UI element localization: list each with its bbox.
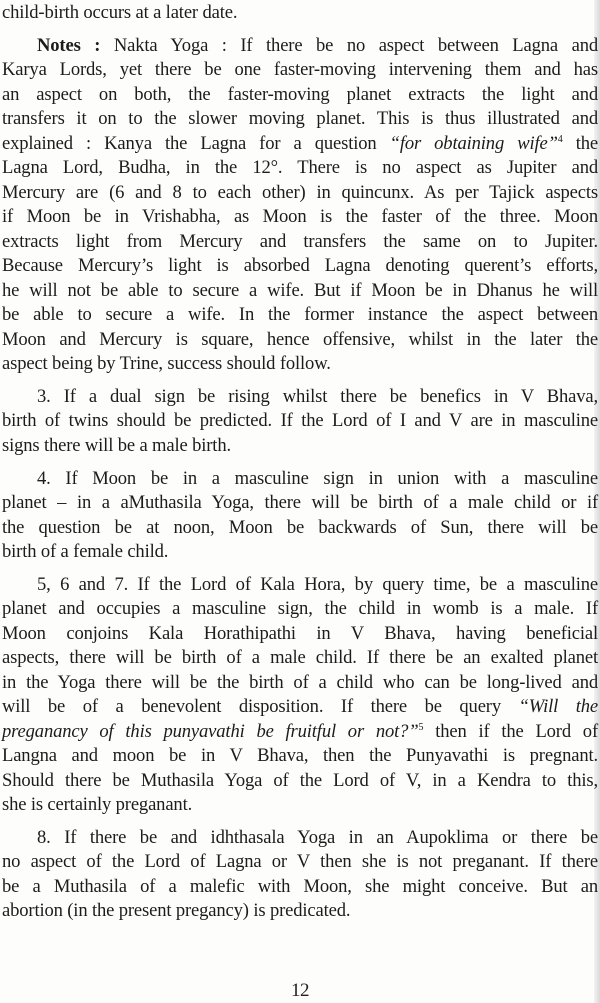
text-line: be able to secure a wife. In the former instance the aspect between: [2, 304, 598, 326]
text-line: preganancy of this punyavathi be fruitful or not?”$^5$ then if the Lord of: [2, 720, 598, 742]
text-line: Langna and moon be in V Bhava, then the Punyavathi is pregnant.: [2, 745, 598, 767]
text-line: abortion (in the present pregancy) is predicated.: [2, 900, 351, 922]
page-number: 12: [291, 980, 309, 1001]
quoted-question: “for obtaining wife”: [389, 132, 558, 154]
text-line: aspects, there will be birth of a male child. If there be an exalted planet: [2, 647, 598, 669]
notes-label: Notes :: [37, 34, 101, 56]
text-line: she is certainly preganant.: [2, 794, 193, 816]
footnote-marker: 4: [557, 133, 563, 145]
text-line: child-birth occurs at a later date.: [2, 2, 238, 23]
paragraph-notes: [2, 34, 598, 377]
paragraph-rule-5-6-7: [2, 573, 598, 818]
text-line: Should there be Muthasila Yoga of the Lord of V, in a Kendra to this,: [2, 769, 598, 791]
paragraph-rule-4: [2, 467, 598, 565]
text-line: aspect being by Trine, success should follow.: [2, 353, 331, 375]
book-page: [2, 0, 598, 932]
text-line: 4. If Moon be in a masculine sign in union with a masculine: [37, 467, 598, 489]
text-line: Karya Lords, yet there be one faster-moving intervening them and has: [2, 59, 598, 81]
text-line: explained : Kanya the Lagna for a question “for obtaining wife”$^4$ the: [2, 132, 599, 154]
text-line: 8. If there be and idhthasala Yoga in an Aupoklima or there be: [37, 826, 598, 848]
text-line: no aspect of the Lord of Lagna or V then she is not preganant. If there: [2, 851, 598, 873]
text-line: Because Mercury’s light is absorbed Lagna denoting querent’s efforts,: [2, 255, 598, 277]
text-line: be a Muthasila of a malefic with Moon, she might conceive. But an: [2, 875, 598, 897]
text-line: an aspect on both, the faster-moving planet extracts the light and: [2, 83, 598, 105]
paragraph-rule-8: [2, 826, 598, 924]
text-line: he will not be able to secure a wife. But if Moon be in Dhanus he will: [2, 279, 598, 301]
text-line: transfers it on to the slower moving planet. This is thus illustrated and: [2, 108, 598, 130]
text-line: Notes : Nakta Yoga : If there be no aspect between Lagna and: [37, 34, 598, 56]
text-line: signs there will be a male birth.: [2, 434, 231, 456]
text-line: the question be at noon, Moon be backwards of Sun, there will be: [2, 516, 598, 538]
text-line: birth of twins should be predicted. If the Lord of I and V are in masculine: [2, 410, 598, 432]
text-line: planet – in a aMuthasila Yoga, there will be birth of a male child or if: [2, 492, 598, 514]
paragraph-rule-3: [2, 385, 598, 459]
text-line: will be of a benevolent disposition. If there be query “Will the: [2, 696, 598, 718]
text-line: Moon conjoins Kala Horathipathi in V Bhava, having beneficial: [2, 622, 598, 644]
text-line: in the Yoga there will be the birth of a child who can be long-lived and: [2, 671, 598, 693]
text-line: birth of a female child.: [2, 541, 169, 563]
text-line: 5, 6 and 7. If the Lord of Kala Hora, by query time, be a masculine: [37, 573, 598, 595]
paragraph-carryover: [2, 0, 598, 26]
quoted-question: “Will the: [518, 696, 598, 718]
text-line: Lagna Lord, Budha, in the 12°. There is no aspect as Jupiter and: [2, 157, 598, 179]
text-line: Mercury are (6 and 8 to each other) in quincunx. As per Tajick aspects: [2, 181, 598, 203]
text-line: 3. If a dual sign be rising whilst there be benefics in V Bhava,: [37, 385, 598, 407]
quoted-question: preganancy of this punyavathi be fruitful or not?”: [2, 720, 419, 742]
text-line: planet and occupies a masculine sign, the child in womb is a male. If: [2, 598, 598, 620]
text-line: Moon and Mercury is square, hence offensive, whilst in the later the: [2, 328, 598, 350]
text-line: extracts light from Mercury and transfers the same on to Jupiter.: [2, 230, 598, 252]
footnote-marker: 5: [418, 721, 424, 733]
text-line: if Moon be in Vrishabha, as Moon is the faster of the three. Moon: [2, 206, 598, 228]
